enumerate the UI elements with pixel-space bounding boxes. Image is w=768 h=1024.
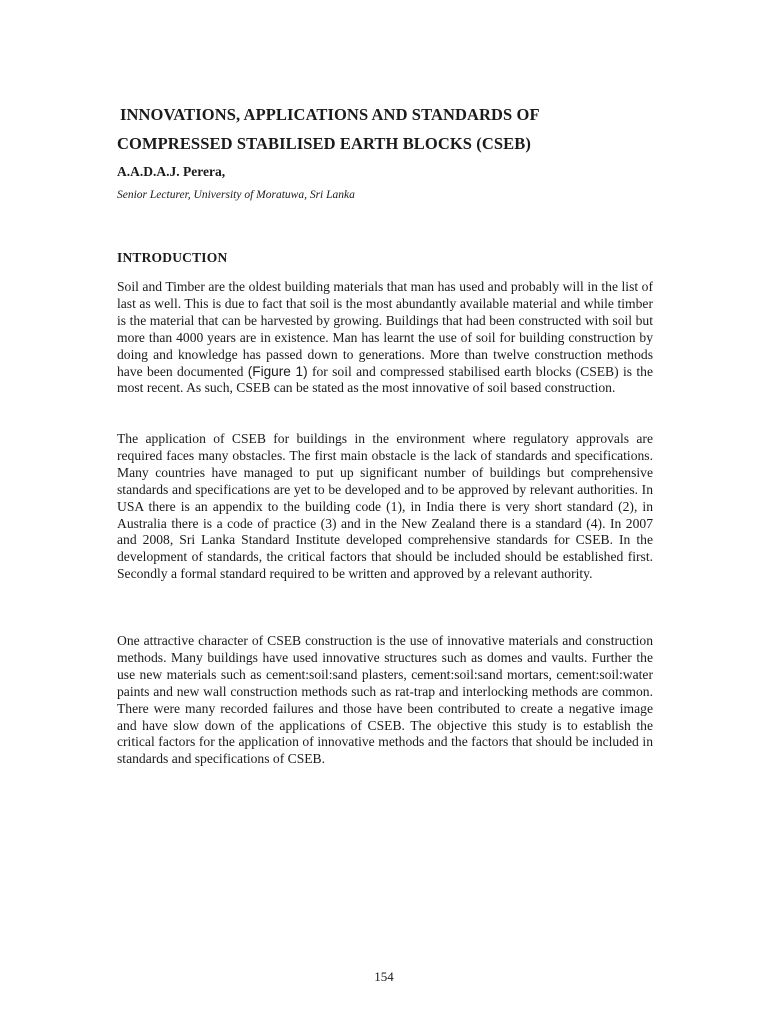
- paragraph-3: One attractive character of CSEB construction is the use of innovative materials and construction methods. Many buildings have used innovative structures such as domes and vaults. Further the use new materials such as cement:soil:sand plasters, cement:soil:sand mortars, cement:soil:water paints and new wall construction methods such as rat-trap and interlocking methods are common. There were many recorded failures and those have been contributed to create a negative image and have slow down of the applications of CSEB. The objective this study is to establish the critical factors for the application of innovative methods and the factors that should be included in standards and specifications of CSEB.: [117, 633, 653, 767]
- page-number: 154: [374, 969, 394, 984]
- section-heading-introduction: INTRODUCTION: [117, 250, 228, 265]
- author-affiliation: Senior Lecturer, University of Moratuwa, Sri Lanka: [117, 189, 355, 201]
- paper-title-line-2: COMPRESSED STABILISED EARTH BLOCKS (CSEB): [117, 134, 531, 153]
- paper-title-line-1: INNOVATIONS, APPLICATIONS AND STANDARDS OF: [120, 105, 540, 124]
- author-name: A.A.D.A.J. Perera,: [117, 164, 226, 179]
- figure-reference: (Figure 1): [247, 363, 308, 379]
- paragraph-1: [117, 279, 653, 397]
- paragraph-1-text-a: Soil and Timber are the oldest building materials that man has used and probably will in the list of last as well. This is due to fact that soil is the most abundantly available material and while timber is the material that can be harvested by growing. Buildings that had been constructed with soil but more than 4000 years are in existence. Man has learnt the use of soil for building construction by doing and knowledge has passed down to generations. More than twelve construction methods have been documented: [117, 279, 653, 379]
- paragraph-2: The application of CSEB for buildings in the environment where regulatory approvals are required faces many obstacles. The first main obstacle is the lack of standards and specifications. Many countries have managed to put up significant number of buildings but comprehensive standards and specifications are yet to be developed and to be approved by relevant authorities. In USA there is an appendix to the building code (1), in India there is very short standard (2), in Australia there is a code of practice (3) and in the New Zealand there is a standard (4). In 2007 and 2008, Sri Lanka Standard Institute developed comprehensive standards for CSEB. In the development of standards, the critical factors that should be included should be established first. Secondly a formal standard required to be written and approved by a relevant authority.: [117, 431, 653, 582]
- paragraph-1-text-b: for soil and compressed stabilised earth blocks (CSEB) is the most recent. As such, CSEB can be stated as the most innovative of soil based construction.: [117, 363, 653, 396]
